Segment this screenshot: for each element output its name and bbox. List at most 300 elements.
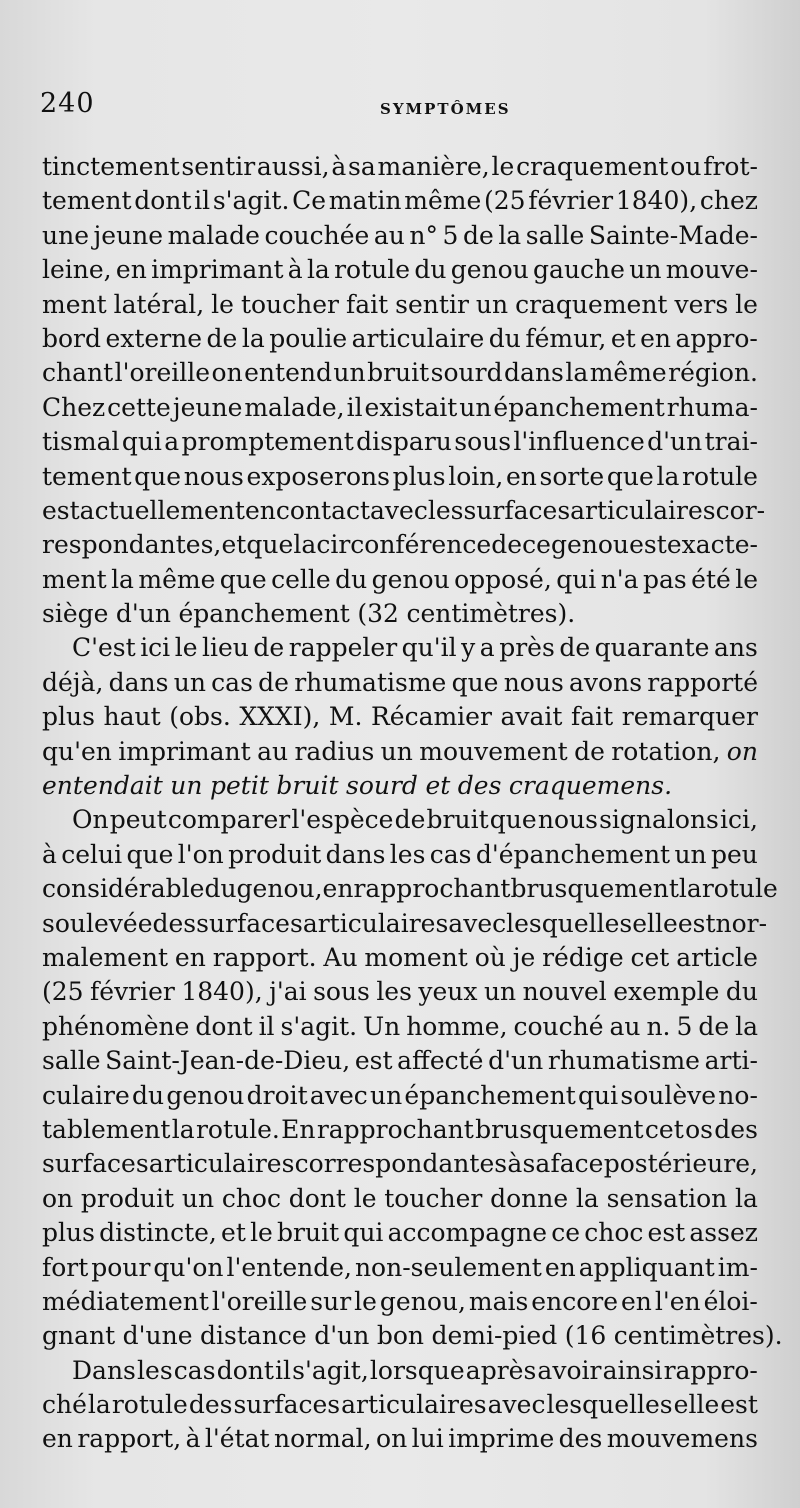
word: la xyxy=(241,323,265,353)
word: surfaces xyxy=(42,1149,149,1179)
word: a xyxy=(164,427,180,457)
word: lesquelles xyxy=(506,908,633,938)
word: chez xyxy=(699,186,758,216)
word: avoir xyxy=(537,1355,602,1385)
word: respondantes, xyxy=(42,530,222,560)
word: le xyxy=(735,564,758,594)
word: salle xyxy=(525,220,585,250)
word: pas xyxy=(643,564,687,594)
word: cas xyxy=(211,667,253,697)
word: craquement xyxy=(516,152,669,181)
word: la xyxy=(171,1114,195,1144)
word: contact xyxy=(275,495,371,525)
word: des xyxy=(188,1390,233,1420)
word: à xyxy=(42,839,57,869)
word: qu'il xyxy=(401,633,457,663)
page-header xyxy=(40,88,760,128)
word: produit xyxy=(228,839,322,869)
word: on xyxy=(726,736,758,766)
word: matin xyxy=(328,186,402,216)
word: bruit xyxy=(277,1218,340,1248)
text-line xyxy=(42,288,758,322)
word: la xyxy=(656,461,680,491)
word: comparer xyxy=(167,805,291,835)
word: rapporté xyxy=(647,667,758,697)
word: que xyxy=(489,805,537,835)
word: un xyxy=(475,289,509,319)
word: ment xyxy=(42,289,107,319)
word: ou xyxy=(670,152,702,181)
word: (obs. xyxy=(169,702,231,732)
word: près xyxy=(499,633,555,663)
word: rotule. xyxy=(195,1114,280,1144)
word: en xyxy=(544,1252,576,1282)
word: petit xyxy=(210,771,269,801)
word: de xyxy=(253,633,285,663)
text-line xyxy=(42,563,758,597)
text-line xyxy=(42,494,766,528)
word: est xyxy=(677,908,716,938)
word: sa xyxy=(348,152,376,181)
word: tement xyxy=(42,461,132,491)
word: exemple xyxy=(613,977,720,1007)
word: affecté xyxy=(397,1046,484,1076)
word: imprime xyxy=(448,1424,555,1454)
word: nouvel xyxy=(522,977,607,1007)
word: im- xyxy=(717,1252,758,1282)
word: et xyxy=(610,323,636,353)
word: la xyxy=(565,358,589,388)
word: Sainte-Made- xyxy=(588,220,758,250)
word: que xyxy=(134,461,182,491)
word: le xyxy=(491,152,515,181)
word: épanchement xyxy=(404,1080,576,1110)
word: malement xyxy=(42,942,169,972)
word: il xyxy=(346,392,363,422)
text-line xyxy=(42,1147,758,1181)
word: fort xyxy=(42,1252,89,1282)
word: distincte, xyxy=(99,1218,217,1248)
word: C'est xyxy=(72,633,136,663)
word: que xyxy=(126,839,174,869)
word: malade, xyxy=(244,392,345,422)
page-number: 240 xyxy=(40,88,95,119)
word: bon xyxy=(376,1321,424,1351)
word: même xyxy=(404,186,482,216)
word: sentir xyxy=(181,152,256,181)
word: salle xyxy=(42,1046,101,1076)
word: nous xyxy=(503,667,564,697)
word: rapprochant xyxy=(316,1114,474,1144)
word: Saint-Jean-de-Dieu, xyxy=(105,1046,351,1076)
word: l'espèce xyxy=(291,805,394,835)
word: au xyxy=(609,1011,641,1041)
word: un xyxy=(483,977,517,1007)
word: dans xyxy=(325,839,386,869)
word: il xyxy=(275,1355,292,1385)
word: et xyxy=(221,530,247,560)
word: brusquement xyxy=(510,874,679,904)
word: plus xyxy=(42,702,95,732)
word: Chez xyxy=(42,392,106,422)
word: dont xyxy=(195,1011,253,1041)
word: j'ai xyxy=(269,977,307,1007)
word: bruit xyxy=(367,358,430,388)
word: cet xyxy=(630,942,670,972)
word: y xyxy=(461,633,476,663)
word: au xyxy=(373,220,405,250)
word: du xyxy=(725,977,758,1007)
word: qu'en xyxy=(42,736,112,766)
word: no- xyxy=(718,1080,758,1110)
word: 1840), xyxy=(181,977,263,1007)
word: demi-pied xyxy=(431,1321,558,1351)
word: éloi- xyxy=(703,1286,758,1316)
word: articulaires xyxy=(148,1149,295,1179)
word: imprimant xyxy=(118,736,251,766)
word: cas xyxy=(173,1355,216,1385)
word: de xyxy=(574,736,605,766)
word: imprimant xyxy=(151,255,284,285)
word: sous xyxy=(313,977,370,1007)
word: normal, xyxy=(273,1424,372,1454)
word: existait xyxy=(364,392,458,422)
body-text xyxy=(42,150,783,1457)
word: centimètres). xyxy=(613,1321,783,1351)
word: surfaces xyxy=(196,908,303,938)
word: en xyxy=(42,1424,73,1454)
word: avec xyxy=(370,495,428,525)
word: mouvemens xyxy=(606,1424,758,1454)
word: qui xyxy=(343,1218,384,1248)
word: accompagne xyxy=(387,1218,548,1248)
text-line xyxy=(42,597,758,631)
word: n° xyxy=(409,220,438,250)
word: articulaire xyxy=(351,323,485,353)
word: qui xyxy=(556,564,597,594)
word: lorsque xyxy=(369,1355,465,1385)
word: remarquer xyxy=(621,702,758,732)
word: même xyxy=(138,564,216,594)
text-line xyxy=(42,735,758,769)
word: le xyxy=(211,289,234,319)
word: exposerons xyxy=(246,461,390,491)
word: s'agit. xyxy=(280,1011,358,1041)
word: ici xyxy=(140,633,171,663)
word: articulaires xyxy=(302,908,449,938)
text-line xyxy=(42,1422,758,1456)
word: en xyxy=(115,255,147,285)
word: est xyxy=(42,495,80,525)
word: rappro- xyxy=(663,1355,758,1385)
word: circonférence xyxy=(316,530,492,560)
word: lesquelles xyxy=(546,1390,673,1420)
word: un xyxy=(369,1080,403,1110)
word: vers xyxy=(674,289,729,319)
word: un xyxy=(333,358,366,388)
word: centimètres). xyxy=(406,599,576,629)
word: rotule xyxy=(682,461,758,491)
word: lui xyxy=(411,1424,444,1454)
word: s'agit. xyxy=(212,186,290,216)
word: sous xyxy=(454,427,512,457)
text-line xyxy=(42,1216,758,1250)
text-line xyxy=(42,666,758,700)
word: n'a xyxy=(600,564,639,594)
word: la xyxy=(575,1183,599,1213)
text-line xyxy=(42,631,758,665)
word: rhuma- xyxy=(666,392,758,422)
word: mouve- xyxy=(665,255,758,285)
word: latéral, xyxy=(113,289,205,319)
word: les xyxy=(427,495,464,525)
word: de xyxy=(491,530,523,560)
word: qui xyxy=(121,427,162,457)
word: un xyxy=(380,736,413,766)
word: au xyxy=(257,736,289,766)
word: exacte- xyxy=(666,530,758,560)
word: soulève xyxy=(620,1080,717,1110)
word: phénomène xyxy=(42,1011,190,1041)
word: la xyxy=(498,220,522,250)
word: avec xyxy=(309,1080,368,1110)
word: on xyxy=(211,358,243,388)
word: moment xyxy=(364,942,468,972)
word: arti- xyxy=(704,1046,758,1076)
text-line xyxy=(42,184,758,218)
text-line xyxy=(42,219,758,253)
word: genou, xyxy=(236,874,323,904)
word: opposé, xyxy=(454,564,552,594)
word: fait xyxy=(345,289,389,319)
word: on xyxy=(42,1183,74,1213)
word: s'agit, xyxy=(292,1355,369,1385)
word: dans xyxy=(108,667,169,697)
word: craquemens. xyxy=(508,771,673,801)
text-line xyxy=(42,907,768,941)
word: genou xyxy=(550,530,630,560)
word: une xyxy=(42,220,89,250)
word: avec xyxy=(487,1390,546,1420)
word: février xyxy=(90,977,175,1007)
word: peut xyxy=(109,805,167,835)
text-line xyxy=(42,528,758,562)
word: l'on xyxy=(177,839,224,869)
word: de xyxy=(462,220,494,250)
word: où xyxy=(474,942,506,972)
word: leine, xyxy=(42,255,112,285)
word: même xyxy=(589,358,667,388)
word: ans xyxy=(713,633,758,663)
word: On xyxy=(72,805,109,835)
text-line xyxy=(42,941,758,975)
word: radius xyxy=(294,736,375,766)
word: est xyxy=(354,1046,393,1076)
word: que xyxy=(451,667,499,697)
word: genou xyxy=(166,1080,245,1110)
word: considérable xyxy=(42,874,205,904)
word: donne xyxy=(490,1183,569,1213)
word: craquement xyxy=(515,289,668,319)
word: du xyxy=(131,1080,165,1110)
word: avait xyxy=(500,702,563,732)
word: qu'on xyxy=(153,1252,224,1282)
word: à xyxy=(331,152,347,181)
word: sourd xyxy=(430,358,503,388)
word: Récamier xyxy=(370,702,492,732)
word: produit xyxy=(80,1183,175,1213)
word: dont xyxy=(134,186,192,216)
word: rhumatisme xyxy=(547,1046,700,1076)
text-line xyxy=(42,1285,758,1319)
word: externe xyxy=(105,323,203,353)
word: l'oreille xyxy=(211,1286,308,1316)
word: chant xyxy=(42,358,114,388)
word: que xyxy=(246,530,294,560)
word: il xyxy=(258,1011,275,1041)
word: rotule xyxy=(111,1390,188,1420)
word: en xyxy=(620,1286,652,1316)
word: genou xyxy=(450,255,529,285)
word: genou, xyxy=(379,1286,466,1316)
word: malade xyxy=(167,220,260,250)
word: à xyxy=(287,255,303,285)
word: article xyxy=(676,942,758,972)
word: cet xyxy=(644,1114,684,1144)
word: à xyxy=(507,1149,523,1179)
word: d'une xyxy=(122,1321,193,1351)
text-line xyxy=(42,769,758,803)
word: un xyxy=(459,392,492,422)
word: non-seulement xyxy=(354,1252,542,1282)
word: de xyxy=(258,667,289,697)
word: il xyxy=(194,186,211,216)
word: n. xyxy=(646,1011,671,1041)
word: l'entende, xyxy=(226,1252,352,1282)
word: d'un xyxy=(488,1046,544,1076)
word: sensation xyxy=(606,1183,728,1213)
word: 5 xyxy=(676,1011,693,1041)
word: rapport, xyxy=(77,1424,182,1454)
word: tement xyxy=(42,186,132,216)
word: choc xyxy=(221,1183,281,1213)
word: droit xyxy=(246,1080,308,1110)
word: je xyxy=(512,942,536,972)
word: manière, xyxy=(377,152,490,181)
word: plus xyxy=(42,1218,95,1248)
word: mais xyxy=(468,1286,529,1316)
word: d'un xyxy=(314,1321,370,1351)
word: dont xyxy=(216,1355,274,1385)
word: pour xyxy=(91,1252,151,1282)
word: peu xyxy=(710,839,758,869)
word: un xyxy=(181,1183,215,1213)
word: rotule xyxy=(701,874,778,904)
word: sur xyxy=(310,1286,352,1316)
text-line xyxy=(42,803,758,837)
word: culaire xyxy=(42,1080,130,1110)
word: d'un xyxy=(115,599,171,629)
word: épanchement xyxy=(178,599,350,629)
word: 1840), xyxy=(615,186,698,216)
text-line xyxy=(42,700,758,734)
word: aussi, xyxy=(256,152,330,181)
word: gauche xyxy=(533,255,625,285)
word: bord xyxy=(42,323,102,353)
text-line xyxy=(42,1251,758,1285)
word: soulevée xyxy=(42,908,153,938)
text-line xyxy=(42,1044,758,1078)
word: siège xyxy=(42,599,109,629)
word: les xyxy=(137,1355,173,1385)
word: la xyxy=(111,564,134,594)
word: en xyxy=(505,461,537,491)
word: surfaces xyxy=(463,495,571,525)
word: un xyxy=(674,839,707,869)
word: l'oreille xyxy=(114,358,211,388)
text-line xyxy=(42,425,758,459)
word: l'état xyxy=(204,1424,270,1454)
word: un xyxy=(173,667,206,697)
word: un xyxy=(170,771,203,801)
text-line xyxy=(42,975,758,1009)
text-line xyxy=(42,1079,758,1113)
word: et xyxy=(221,1218,246,1248)
word: disparu xyxy=(356,427,452,457)
word: que xyxy=(606,461,654,491)
word: Au xyxy=(323,942,358,972)
word: est xyxy=(629,530,667,560)
word: Ce xyxy=(292,186,327,216)
word: (32 xyxy=(357,599,399,629)
word: Dans xyxy=(72,1355,136,1385)
word: bruit xyxy=(276,771,339,801)
word: dont xyxy=(288,1183,346,1213)
word: XXXI), xyxy=(239,702,321,732)
word: du xyxy=(488,323,521,353)
word: couché xyxy=(513,1011,604,1041)
word: été xyxy=(691,564,731,594)
word: en xyxy=(322,874,354,904)
word: genou xyxy=(371,564,450,594)
word: épanchement xyxy=(493,392,665,422)
word: lieu xyxy=(202,633,249,663)
word: bruit xyxy=(426,805,489,835)
word: (25 xyxy=(483,186,526,216)
word: de xyxy=(559,633,591,663)
word: ce xyxy=(551,1218,581,1248)
word: rotule xyxy=(334,255,411,285)
word: encore xyxy=(531,1286,618,1316)
word: distance xyxy=(200,1321,307,1351)
word: sorte xyxy=(539,461,605,491)
word: du xyxy=(335,564,368,594)
word: homme, xyxy=(406,1011,508,1041)
word: (16 xyxy=(564,1321,607,1351)
word: a xyxy=(479,633,495,663)
word: le xyxy=(354,1286,377,1316)
word: trai- xyxy=(704,427,758,457)
word: promptement xyxy=(181,427,354,457)
word: celle xyxy=(271,564,331,594)
word: articulaires xyxy=(341,1390,487,1420)
word: le xyxy=(353,1183,377,1213)
word: après xyxy=(465,1355,537,1385)
word: assez xyxy=(689,1218,758,1248)
text-line xyxy=(42,253,758,287)
word: rédige xyxy=(542,942,624,972)
word: elle xyxy=(632,908,678,938)
